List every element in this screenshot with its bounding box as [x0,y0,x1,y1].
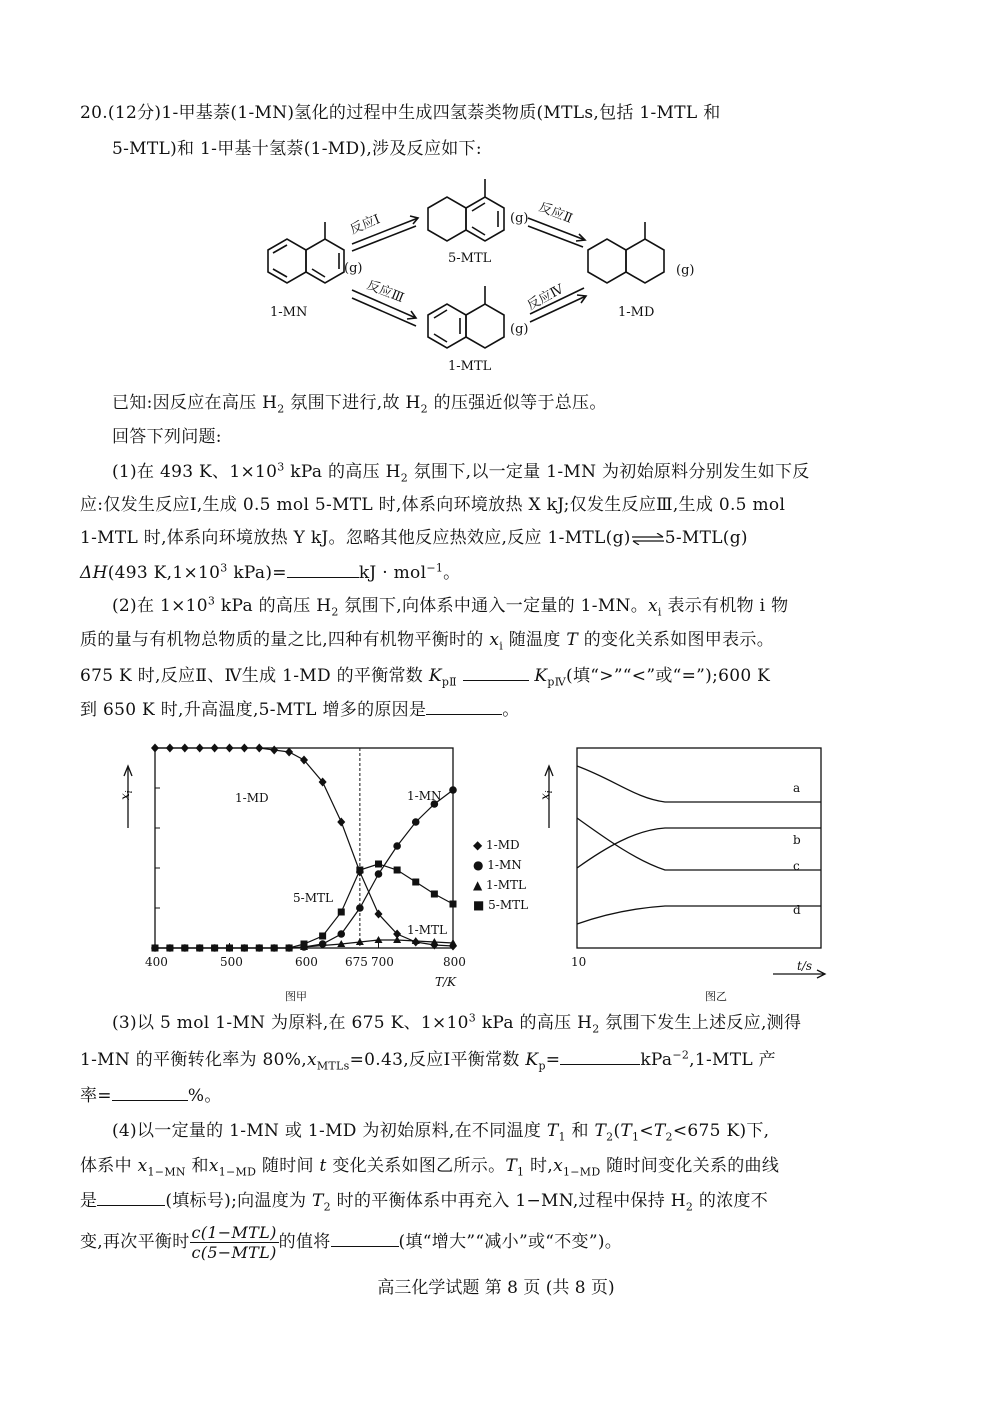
xtick-500: 500 [220,955,243,969]
point-5-MTL [450,901,457,908]
chart-jia [115,738,535,1010]
point-1-MD [337,818,345,827]
p2-line-4: 到 650 K 时,升高温度,5-MTL 增多的原因是 。 [80,700,520,720]
gas-1mn: (g) [344,261,363,276]
point-1-MN [393,842,401,850]
p2-line-1: (2)在 $1\times 10^3$ kPa 的高压 $H_2$ 氛围下,向体系中通入一定量的 1-MN。$x_i$ 表示有机物 i 物 [112,594,789,619]
rxn-2-label: 反应Ⅱ [536,199,575,227]
point-1-MN [356,904,364,912]
point-5-MTL [271,945,278,952]
p1-line-3: 1-MTL 时,体系向环境放热 Y kJ。忽略其他反应热效应,反应 1-MTL(g) 5-MTL(g) [80,528,748,548]
chart-yi [535,738,835,1010]
rxn-4-label: 反应Ⅳ [524,281,567,314]
question-line-2: 5-MTL)和 1-甲基十氢萘(1-MD),涉及反应如下: [112,139,482,159]
series-line-1-MD [155,748,453,946]
point-1-MN [449,786,457,794]
point-5-MTL [431,891,438,898]
xtick-700: 700 [371,955,394,969]
curve-b-label: b [793,833,801,847]
gas-1md: (g) [676,263,695,278]
curve-c-label: c [793,859,800,873]
point-5-MTL [256,945,263,952]
point-1-MD [240,744,248,753]
jia-xlabel: T/K [435,975,457,989]
p2-line-3: 675 K 时,反应Ⅱ、Ⅳ生成 1-MD 的平衡常数 $K_{pⅡ}$ $K_{pⅣ}$(填“>”“<”或“=”);600 K [80,666,771,689]
rxn-1-label: 反应Ⅰ [347,212,383,238]
p3-yield-blank[interactable] [112,1084,188,1101]
point-1-MN [375,870,383,878]
p3-line-3: 率= %。 [80,1086,222,1106]
p1-line-4: ΔH(493 $K,1\times 10^3$ kPa)= kJ · mol$^{-1}$。 [80,561,461,583]
rxn-3-label: 反应Ⅲ [364,277,406,307]
p3-line-1: (3)以 5 mol 1-MN 为原料,在 675 K、$1\times 10^3$ kPa 的高压 $H_2$ 氛围下发生上述反应,测得 [112,1011,802,1036]
legend-1mn: ● 1-MN [473,858,522,872]
xtick-675: 675 [345,955,368,969]
point-5-MTL [301,941,308,948]
label-5mtl: 5-MTL [448,251,492,266]
legend-1mtl: ▲ 1-MTL [473,878,526,892]
curve-c [577,818,821,870]
question-line-1: 20.(12分)1-甲基萘(1-MN)氢化的过程中生成四氢萘类物质(MTLs,包括 1-MTL 和 [80,103,721,123]
p3-line-2: 1-MN 的平衡转化率为 $80\%,x_{MTLs}=0.43$,反应Ⅰ平衡常数 $K_p= kPa^{-2},1-MTL$ 产 [80,1048,776,1073]
point-5-MTL [181,945,188,952]
point-5-MTL [338,909,345,916]
point-1-MN [412,818,420,826]
p4-trend-blank[interactable] [331,1230,399,1247]
curve-d-label: d [793,903,801,917]
equilibrium-arrow [631,527,665,549]
ratio-fraction: $\frac{\text{c(1−MTL)}}{\text{c(5−MTL)}}$ [191,1223,277,1262]
xtick-800: 800 [443,955,466,969]
curve-d [577,906,821,924]
p4-line-4: 变,再次平衡时 $\frac{\text{c(1−MTL)}}{\text{c(5−MTL)}}$ 的值将 (填“增大”“减小”或“不变”)。 [80,1223,623,1262]
point-5-MTL [319,933,326,940]
p2-reason-blank[interactable] [426,698,502,715]
p1-answer-blank[interactable] [287,561,359,578]
p4-line-2: 体系中 $x_{1-MN}$ 和$x_{1-MD}$ 随时间 t 变化关系如图乙所示。$T_1$ 时$,x_{1-MD}$ 随时间变化关系的曲线 [80,1156,780,1179]
legend-1md: ◆ 1-MD [473,838,520,852]
gas-5mtl: (g) [510,211,529,226]
jia-caption: 图甲 [285,990,307,1003]
known-line: 已知:因反应在高压 $H_2$ 氛围下进行,故 $H_2$ 的压强近似等于总压。 [112,393,607,416]
point-5-MTL [211,945,218,952]
point-5-MTL [394,867,401,874]
point-1-MD [196,744,204,753]
label-1md: 1-MD [618,305,655,320]
yi-ylabel: $x_i$ [538,790,555,800]
point-1-MD [226,744,234,753]
yi-caption: 图乙 [705,990,727,1003]
reaction-scheme [240,170,720,380]
answer-prompt: 回答下列问题: [112,427,222,447]
label-1mtl: 1-MTL [448,359,492,374]
point-5-MTL [152,945,159,952]
p2-line-2: 质的量与有机物总物质的量之比,四种有机物平衡时的 $x_i$ 随温度 T 的变化关系如图甲表示。 [80,630,774,653]
xtick-600: 600 [295,955,318,969]
annot-1md: 1-MD [235,791,269,805]
point-5-MTL [196,945,203,952]
gas-1mtl: (g) [510,322,529,337]
point-5-MTL [166,945,173,952]
point-5-MTL [286,945,293,952]
jia-ylabel: $x_i$ [118,790,135,800]
point-1-MD [211,744,219,753]
p4-curve-blank[interactable] [97,1189,165,1206]
xtick-400: 400 [145,955,168,969]
annot-5mtl: 5-MTL [293,891,333,905]
p4-line-3: 是 (填标号);向温度为 $T_2$ 时的平衡体系中再充入 1−MN,过程中保持 $H_2$ 的浓度不 [80,1191,769,1214]
point-1-MD [151,744,159,753]
point-5-MTL [356,867,363,874]
page-footer: 高三化学试题 第 8 页 (共 8 页) [377,1278,615,1298]
p3-kp-blank[interactable] [560,1048,640,1065]
curve-a-label: a [793,781,801,795]
point-1-MN [337,930,345,938]
curve-a [577,766,821,802]
annot-1mtl: 1-MTL [407,923,447,937]
label-1mn: 1-MN [270,305,308,320]
point-5-MTL [226,945,233,952]
p1-line-1: (1)在 493 K、$1\times 10^3$ kPa 的高压 $H_2$ 氛围下,以一定量 1-MN 为初始原料分别发生如下反 [112,460,810,485]
p4-line-1: (4)以一定量的 1-MN 或 1-MD 为初始原料,在不同温度 $T_1$ 和 $T_2(T_1<T_2<675$ K)下, [112,1121,770,1144]
curve-b [577,828,821,868]
legend-5mtl: ■ 5-MTL [473,898,529,912]
yi-xlabel: t/s [797,959,813,973]
point-1-MD [181,744,189,753]
point-1-MN [319,940,327,948]
point-5-MTL [241,945,248,952]
p2-compare-blank[interactable] [463,664,529,681]
point-5-MTL [375,861,382,868]
yi-x0: 10 [571,955,587,969]
annot-1mn: 1-MN [407,789,442,803]
point-1-MD [255,744,263,753]
point-1-MD [166,744,174,753]
point-1-MD [270,746,278,755]
point-5-MTL [412,879,419,886]
point-1-MD [285,748,293,757]
p1-line-2: 应:仅发生反应Ⅰ,生成 0.5 mol 5-MTL 时,体系向环境放热 X kJ;仅发生反应Ⅲ,生成 0.5 mol [80,495,786,515]
